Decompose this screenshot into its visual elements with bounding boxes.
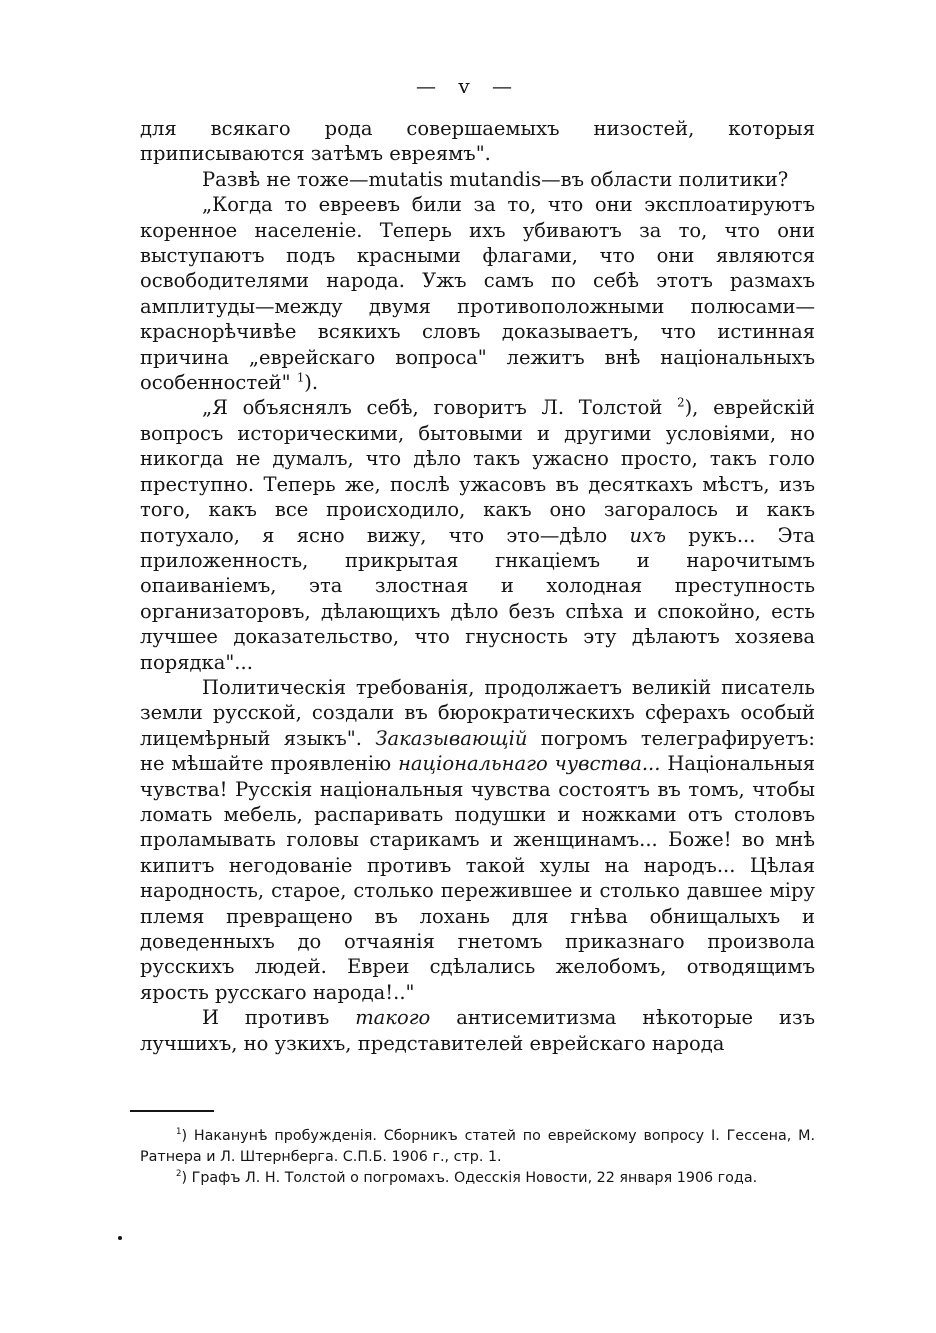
footnote-2: $^2$) Графъ Л. Н. Толстой о погромахъ. Одесскія Новости, 22 января 1906 года. xyxy=(176,1169,758,1186)
footnote-2-text: Графъ Л. Н. Толстой о погромахъ. Одесскія Новости, 22 января 1906 года. xyxy=(191,1170,758,1186)
paragraph-2: Развѣ не тоже—mutatis mutandis—въ области политики? xyxy=(202,167,789,191)
page-number-header: — v — xyxy=(415,74,520,98)
paragraph-4 xyxy=(140,395,815,674)
footnote-divider xyxy=(130,1110,214,1112)
paragraph-1: для всякаго рода совершаемыхъ низостей, которыя приписываются затѣмъ евреямъ". xyxy=(140,117,815,166)
paragraph-5-mid: погромъ телеграфируетъ: не мѣшайте проявленію xyxy=(140,726,815,776)
footnote-1-mark: 1 xyxy=(176,1127,182,1138)
paragraph-5-text: Политическія требованія, продолжаетъ великій писатель земли русской, создали въ бюрократическихъ сферахъ особый лицемѣрный языкъ". xyxy=(140,675,815,750)
body-text xyxy=(140,116,815,1056)
paragraph-4-text: „Я объяснялъ себѣ, говоритъ Л. Толстой xyxy=(202,396,663,420)
paragraph-3 xyxy=(140,192,815,395)
paragraph-5 xyxy=(140,675,815,1005)
paragraph-4-italic: ихъ xyxy=(629,523,667,547)
footnote-1-text: Наканунѣ пробужденія. Сборникъ статей по еврейскому вопросу І. Гессена, М. Ратнера и Л. Штернберга. С.П.Б. 1906 г., стр. 1. xyxy=(140,1128,815,1165)
footnote-1: $^1$) Наканунѣ пробужденія. Сборникъ статей по еврейскому вопросу І. Гессена, М. Ратнера и Л. Штернберга. С.П.Б. 1906 г., стр. 1. xyxy=(140,1127,815,1165)
scan-speck xyxy=(118,1236,122,1240)
footnotes xyxy=(140,1126,815,1189)
paragraph-5-italic-2: національнаго чувства... xyxy=(398,752,661,776)
paragraph-5-end: Національныя чувства! Русскія національныя чувства состоятъ въ томъ, чтобы ломать мебель, распаривать подушки и ножками отъ столовъ проламывать головы старикамъ и женщинамъ... Боже! во мнѣ кипитъ негодованіе противъ такой хулы на народъ... Цѣлая народность, старое, столько пережившее и столько давшее міру племя превращено въ лохань для гнѣва обнищалыхъ и доведенныхъ до отчаянія гнетомъ приказнаго произвола русскихъ людей. Евреи сдѣлались желобомъ, отводящимъ ярость русскаго народа!.." xyxy=(140,752,815,1004)
paragraph-3-end: ). xyxy=(304,371,319,395)
paragraph-4-cont: ), еврейскій вопросъ историческими, бытовыми и другими условіями, но никогда не думалъ, что дѣло такъ ужасно просто, такъ голо преступно. Теперь же, послѣ ужасовъ въ десяткахъ мѣстъ, изъ того, какъ все происходило, какъ оно загоралось и какъ потухало, я ясно вижу, что это—дѣло xyxy=(140,396,815,547)
paragraph-4-end: рукъ... Эта приложенность, прикрытая гнкаціемъ и нарочитымъ опаиваніемъ, эта злостная и холодная преступность организаторовъ, дѣлающихъ дѣло безъ спѣха и спокойно, есть лучшее доказательство, что гнусность эту дѣлаютъ хозяева порядка"... xyxy=(140,523,815,674)
paragraph-5-italic-1: Заказывающій xyxy=(375,726,528,750)
paragraph-3-text: „Когда то евреевъ били за то, что они эксплоатируютъ коренное населеніе. Теперь ихъ убиваютъ за то, что они выступаютъ подъ красными флагами, что они являются освободителями народа. Ужъ самъ по себѣ этотъ размахъ амплитуды—между двумя противоположными полюсами—краснорѣчивѣе всякихъ словъ доказываетъ, что истинная причина „еврейскаго вопроса" лежитъ внѣ національныхъ особенностей" xyxy=(140,193,815,395)
paragraph-6-end: антисемитизма нѣкоторые изъ лучшихъ, но узкихъ, представителей еврейскаго народа xyxy=(140,1006,816,1055)
paragraph-6-italic: такого xyxy=(355,1006,431,1030)
paragraph-6-start: И противъ xyxy=(202,1006,330,1030)
footnote-ref-1: 1 xyxy=(296,370,305,385)
footnote-ref-2: 2 xyxy=(677,395,685,410)
paragraph-6 xyxy=(140,1005,815,1056)
footnote-2-mark: 2 xyxy=(176,1169,182,1180)
